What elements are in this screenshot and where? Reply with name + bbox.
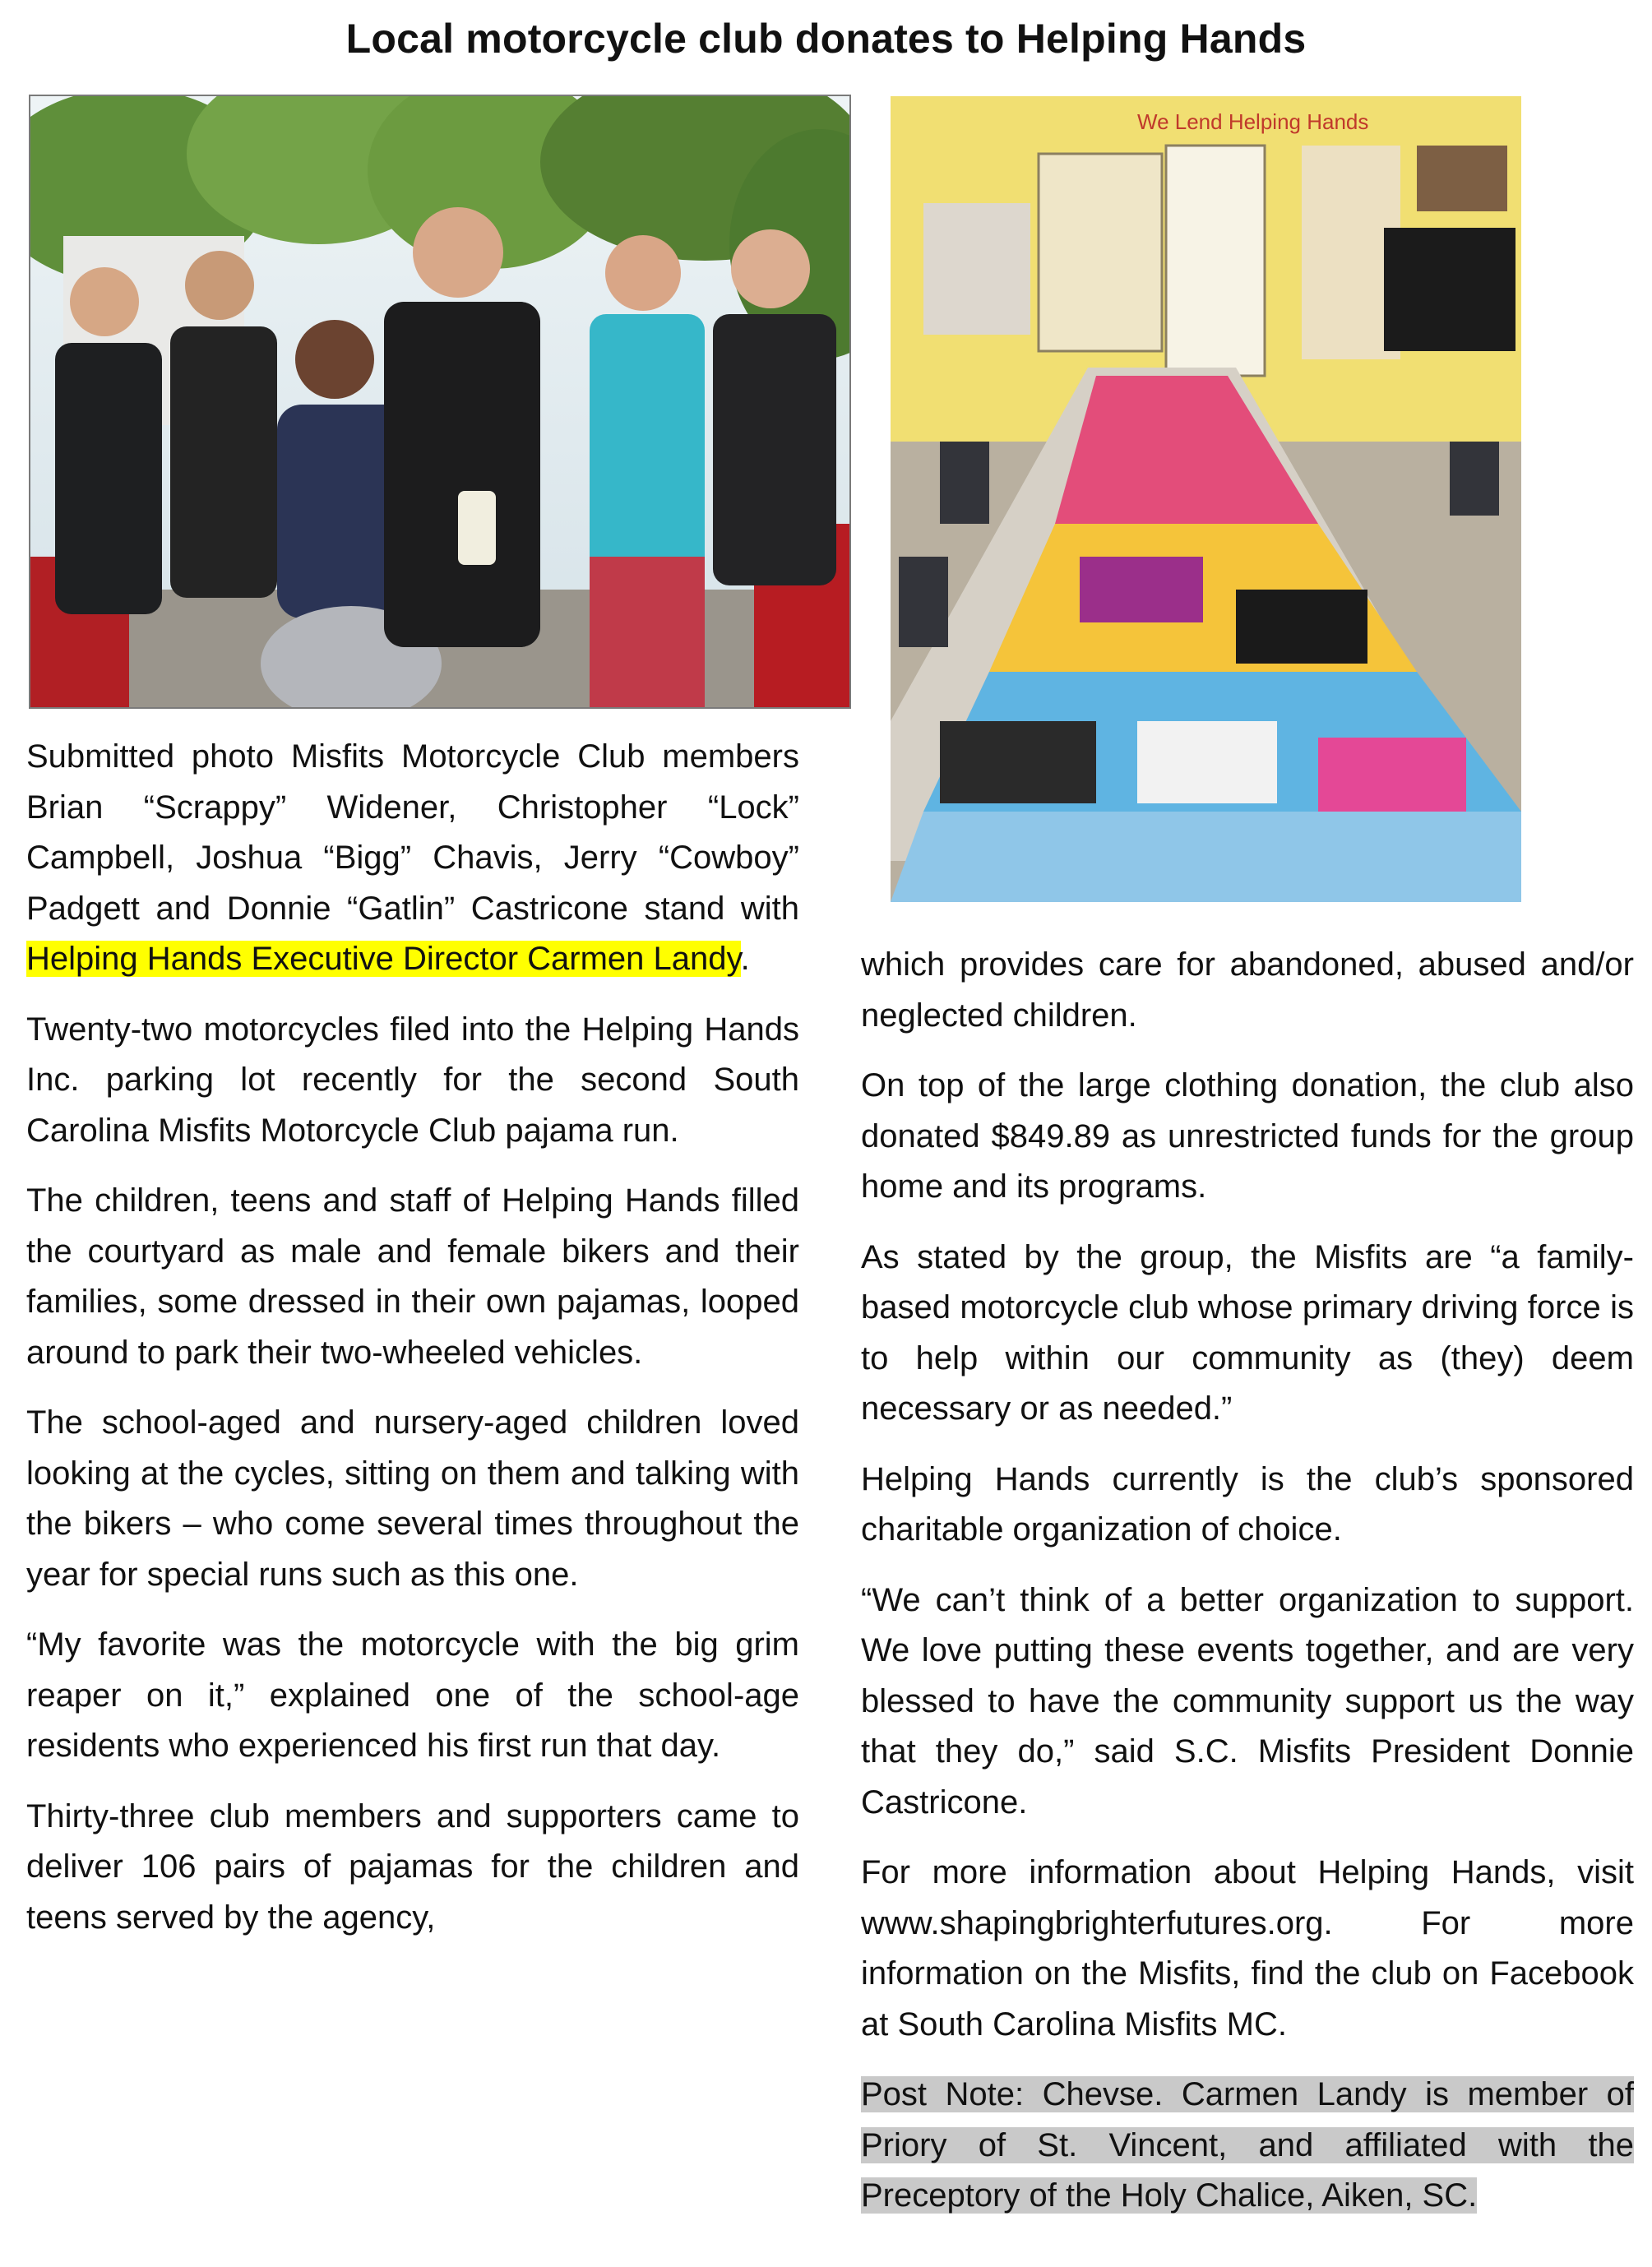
paragraph: which provides care for abandoned, abused and/or neglected children. (861, 946, 1634, 1034)
paragraph: “We can’t think of a better organization to support. We love putting these events together, and are very blessed to have the community support us the way that they do,” said S.C. Misfits President Donnie Castricone. (861, 1581, 1634, 1821)
paragraph: For more information about Helping Hands, visit www.shapingbrighterfutures.org. For more information on the Misfits, find the club on Facebook at South Carolina Misfits MC. (861, 1854, 1634, 2043)
paragraph: “My favorite was the motorcycle with the big grim reaper on it,” explained one of the school-age residents who experienced his first run that day. (26, 1626, 799, 1764)
photo-bikers-icon (30, 96, 849, 707)
photo-donation-icon (891, 96, 1521, 902)
paragraph: As stated by the group, the Misfits are “a family-based motorcycle club whose primary driving force is to help within our community as (they) deem necessary or as needed.” (861, 1238, 1634, 1427)
photo-caption (26, 732, 799, 985)
paragraph: Helping Hands currently is the club’s sponsored charitable organization of choice. (861, 1460, 1634, 1548)
post-note (861, 2070, 1634, 2222)
paragraph: The school-aged and nursery-aged children loved looking at the cycles, sitting on them and talking with the bikers – who come several times throughout the year for special runs such as this one. (26, 1404, 799, 1593)
caption-end: . (740, 941, 750, 977)
left-column (26, 732, 799, 1963)
photo-bikers-with-director (29, 95, 851, 709)
photo-pajama-donation-table (891, 96, 1521, 902)
caption-text: Submitted photo Misfits Motorcycle Club members Brian “Scrappy” Widener, Christopher “Lock” Campbell, Joshua “Bigg” Chavis, Jerry “Cowboy” Padgett and Donnie “Gatlin” Castricone stand with (26, 738, 799, 927)
right-column (861, 940, 1634, 2242)
caption-highlight: Helping Hands Executive Director Carmen Landy (26, 941, 741, 977)
post-note-text: Post Note: Chevse. Carmen Landy is member of Priory of St. Vincent, and affiliated with the Preceptory of the Holy Chalice, Aiken, SC. (861, 2076, 1634, 2214)
sign-text: We Lend Helping Hands (1137, 109, 1369, 134)
paragraph: Thirty-three club members and supporters came to deliver 106 pairs of pajamas for the children and teens served by the agency, (26, 1797, 799, 1936)
headline: Local motorcycle club donates to Helping Hands (345, 16, 1307, 62)
paragraph: Twenty-two motorcycles filed into the Helping Hands Inc. parking lot recently for the second South Carolina Misfits Motorcycle Club pajama run. (26, 1011, 799, 1149)
paragraph: The children, teens and staff of Helping Hands filled the courtyard as male and female bikers and their families, some dressed in their own pajamas, looped around to park their two-wheeled vehicles. (26, 1182, 799, 1371)
paragraph: On top of the large clothing donation, the club also donated $849.89 as unrestricted funds for the group home and its programs. (861, 1067, 1634, 1205)
